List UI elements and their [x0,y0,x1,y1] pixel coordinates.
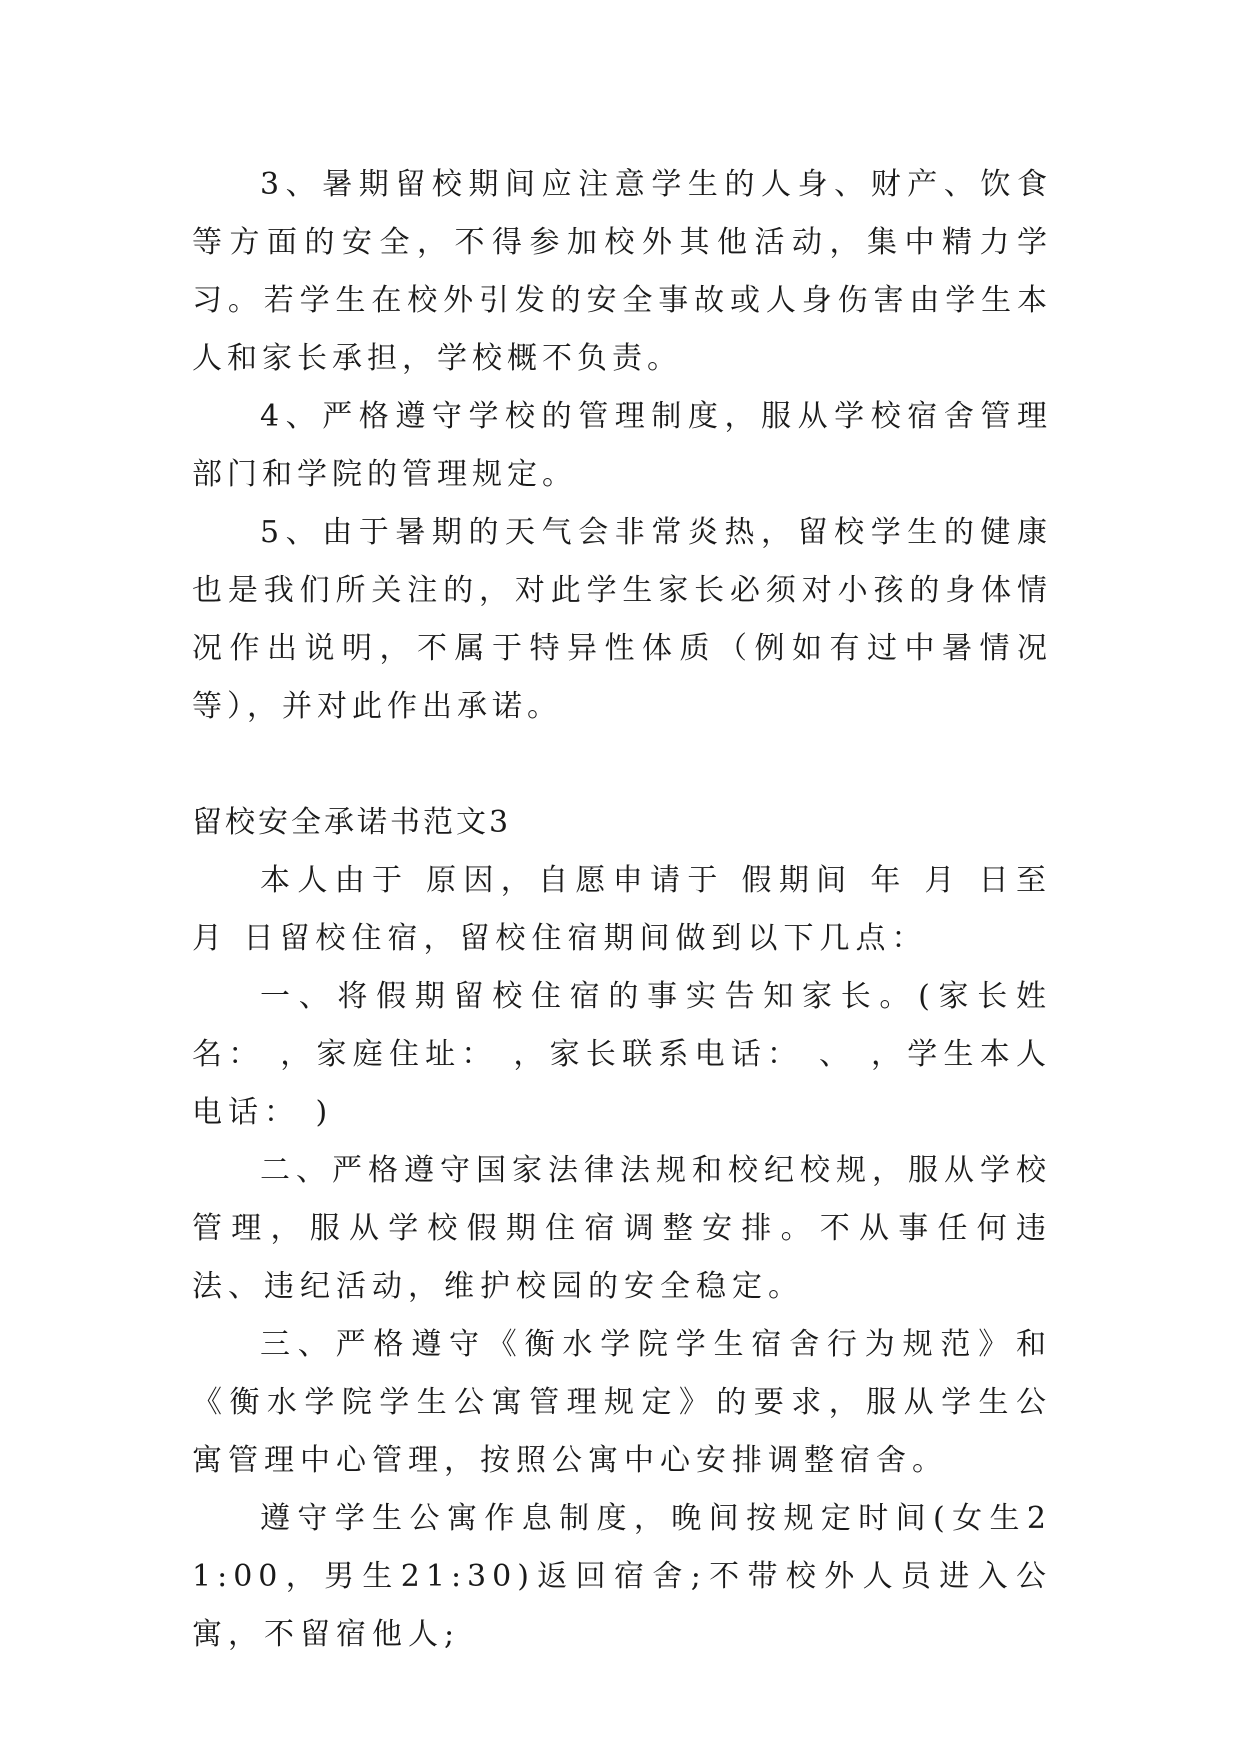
pledge-item-1-paragraph: 一、将假期留校住宿的事实告知家长。(家长姓名： ，家庭住址： ，家长联系电话： 、 ，学生本人电话： ) [192,979,1052,1130]
clause-3-paragraph: 3、暑期留校期间应注意学生的人身、财产、饮食等方面的安全，不得参加校外其他活动，集中精力学习。若学生在校外引发的安全事故或人身伤害由学生本人和家长承担，学校概不负责。 [192,167,1052,376]
clause-4-paragraph: 4、严格遵守学校的管理制度，服从学校宿舍管理部门和学院的管理规定。 [192,399,1052,492]
pledge-item-3-paragraph: 三、严格遵守《衡水学院学生宿舍行为规范》和《衡水学院学生公寓管理规定》的要求，服从学生公寓管理中心管理，按照公寓中心安排调整宿舍。 [192,1327,1052,1478]
document-body [192,156,1052,1664]
pledge-item-2-paragraph: 二、严格遵守国家法律法规和校纪校规，服从学校管理，服从学校假期住宿调整安排。不从事任何违法、违纪活动，维护校园的安全稳定。 [192,1153,1052,1304]
pledge-intro-paragraph: 本人由于 原因，自愿申请于 假期间 年 月 日至 月 日留校住宿，留校住宿期间做到以下几点： [192,863,1052,956]
clauses-block [192,156,1052,736]
section-heading: 留校安全承诺书范文3 [192,805,512,840]
clause-5-paragraph: 5、由于暑期的天气会非常炎热，留校学生的健康也是我们所关注的，对此学生家长必须对小孩的身体情况作出说明，不属于特异性体质（例如有过中暑情况等），并对此作出承诺。 [192,515,1052,724]
pledge-block [192,852,1052,1664]
pledge-schedule-paragraph: 遵守学生公寓作息制度，晚间按规定时间(女生21:00，男生21:30)返回宿舍;不带校外人员进入公寓，不留宿他人; [192,1501,1052,1652]
